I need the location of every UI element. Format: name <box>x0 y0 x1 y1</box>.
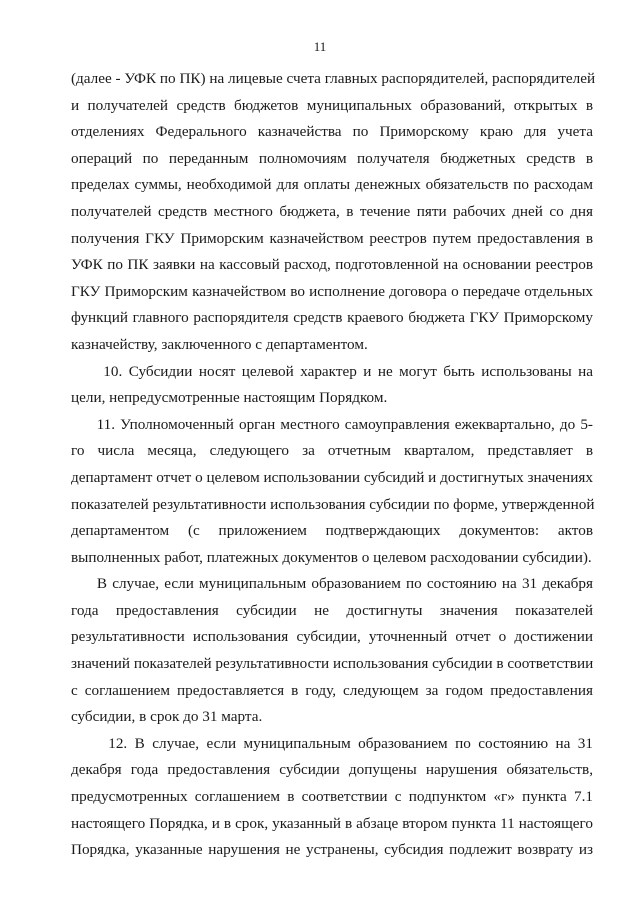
text-line: значений показателей результативности использования субсидии в соответствии <box>71 655 594 673</box>
text-line: результативности использования субсидии, уточненный отчет о достижении <box>71 628 593 646</box>
text-line: отделениях Федерального казначейства по Приморскому краю для учета <box>71 123 593 141</box>
text-line: го числа месяца, следующего за отчетным кварталом, представляет в <box>71 442 593 460</box>
text-line: пределах суммы, необходимой для оплаты денежных обязательств по расходам <box>71 176 593 194</box>
text-line: 12. В случае, если муниципальным образованием по состоянию на 31 <box>71 734 593 752</box>
text-line: получения ГКУ Приморским казначейством реестров путем предоставления в <box>71 229 593 247</box>
text-line: ГКУ Приморским казначейством во исполнение договора о передаче отдельных <box>71 282 593 300</box>
text-line: Порядка, указанные нарушения не устранены, субсидия подлежит возврату из <box>71 841 593 859</box>
text-line: с соглашением предоставляется в году, следующем за годом предоставления <box>71 681 593 699</box>
text-line: и получателей средств бюджетов муниципальных образований, открытых в <box>71 96 593 114</box>
paragraph <box>71 359 593 412</box>
text-line: года предоставления субсидии не достигнуты значения показателей <box>71 601 593 619</box>
page-number: 11 <box>313 39 327 54</box>
paragraph <box>71 571 593 731</box>
text-line: 10. Субсидии носят целевой характер и не могут быть использованы на <box>71 362 593 380</box>
text-line: декабря года предоставления субсидии допущены нарушения обязательств, <box>71 761 593 779</box>
text-line: операций по переданным полномочиям получателя бюджетных средств в <box>71 149 593 167</box>
text-line: предусмотренных соглашением в соответствии с подпунктом «г» пункта 7.1 <box>71 788 593 806</box>
text-line: казначейству, заключенного с департаментом. <box>71 335 368 353</box>
text-line: В случае, если муниципальным образованием по состоянию на 31 декабря <box>71 575 593 593</box>
text-line: (далее - УФК по ПК) на лицевые счета главных распорядителей, распорядителей <box>71 70 596 87</box>
paragraph <box>71 412 593 572</box>
text-line: субсидии, в срок до 31 марта. <box>71 708 263 726</box>
text-line: департамент отчет о целевом использовании субсидий и достигнутых значениях <box>71 468 593 486</box>
text-line: департаментом (с приложением подтверждающих документов: актов <box>71 522 593 540</box>
text-line: цели, непредусмотренные настоящим Порядком. <box>71 389 388 407</box>
document-body <box>71 66 596 864</box>
paragraph <box>71 66 596 359</box>
text-line: УФК по ПК заявки на кассовый расход, подготовленной на основании реестров <box>71 256 593 274</box>
paragraph <box>71 731 593 864</box>
text-line: 11. Уполномоченный орган местного самоуправления ежеквартально, до 5- <box>71 415 593 433</box>
text-line: выполненных работ, платежных документов о целевом расходовании субсидии). <box>71 548 592 566</box>
text-line: получателей средств местного бюджета, в течение пяти рабочих дней со дня <box>71 202 593 220</box>
text-line: настоящего Порядка, и в срок, указанный в абзаце втором пункта 11 настоящего <box>71 814 593 832</box>
text-line: функций главного распорядителя средств краевого бюджета ГКУ Приморскому <box>71 309 593 327</box>
text-line: показателей результативности использования субсидии по форме, утвержденной <box>71 495 595 513</box>
